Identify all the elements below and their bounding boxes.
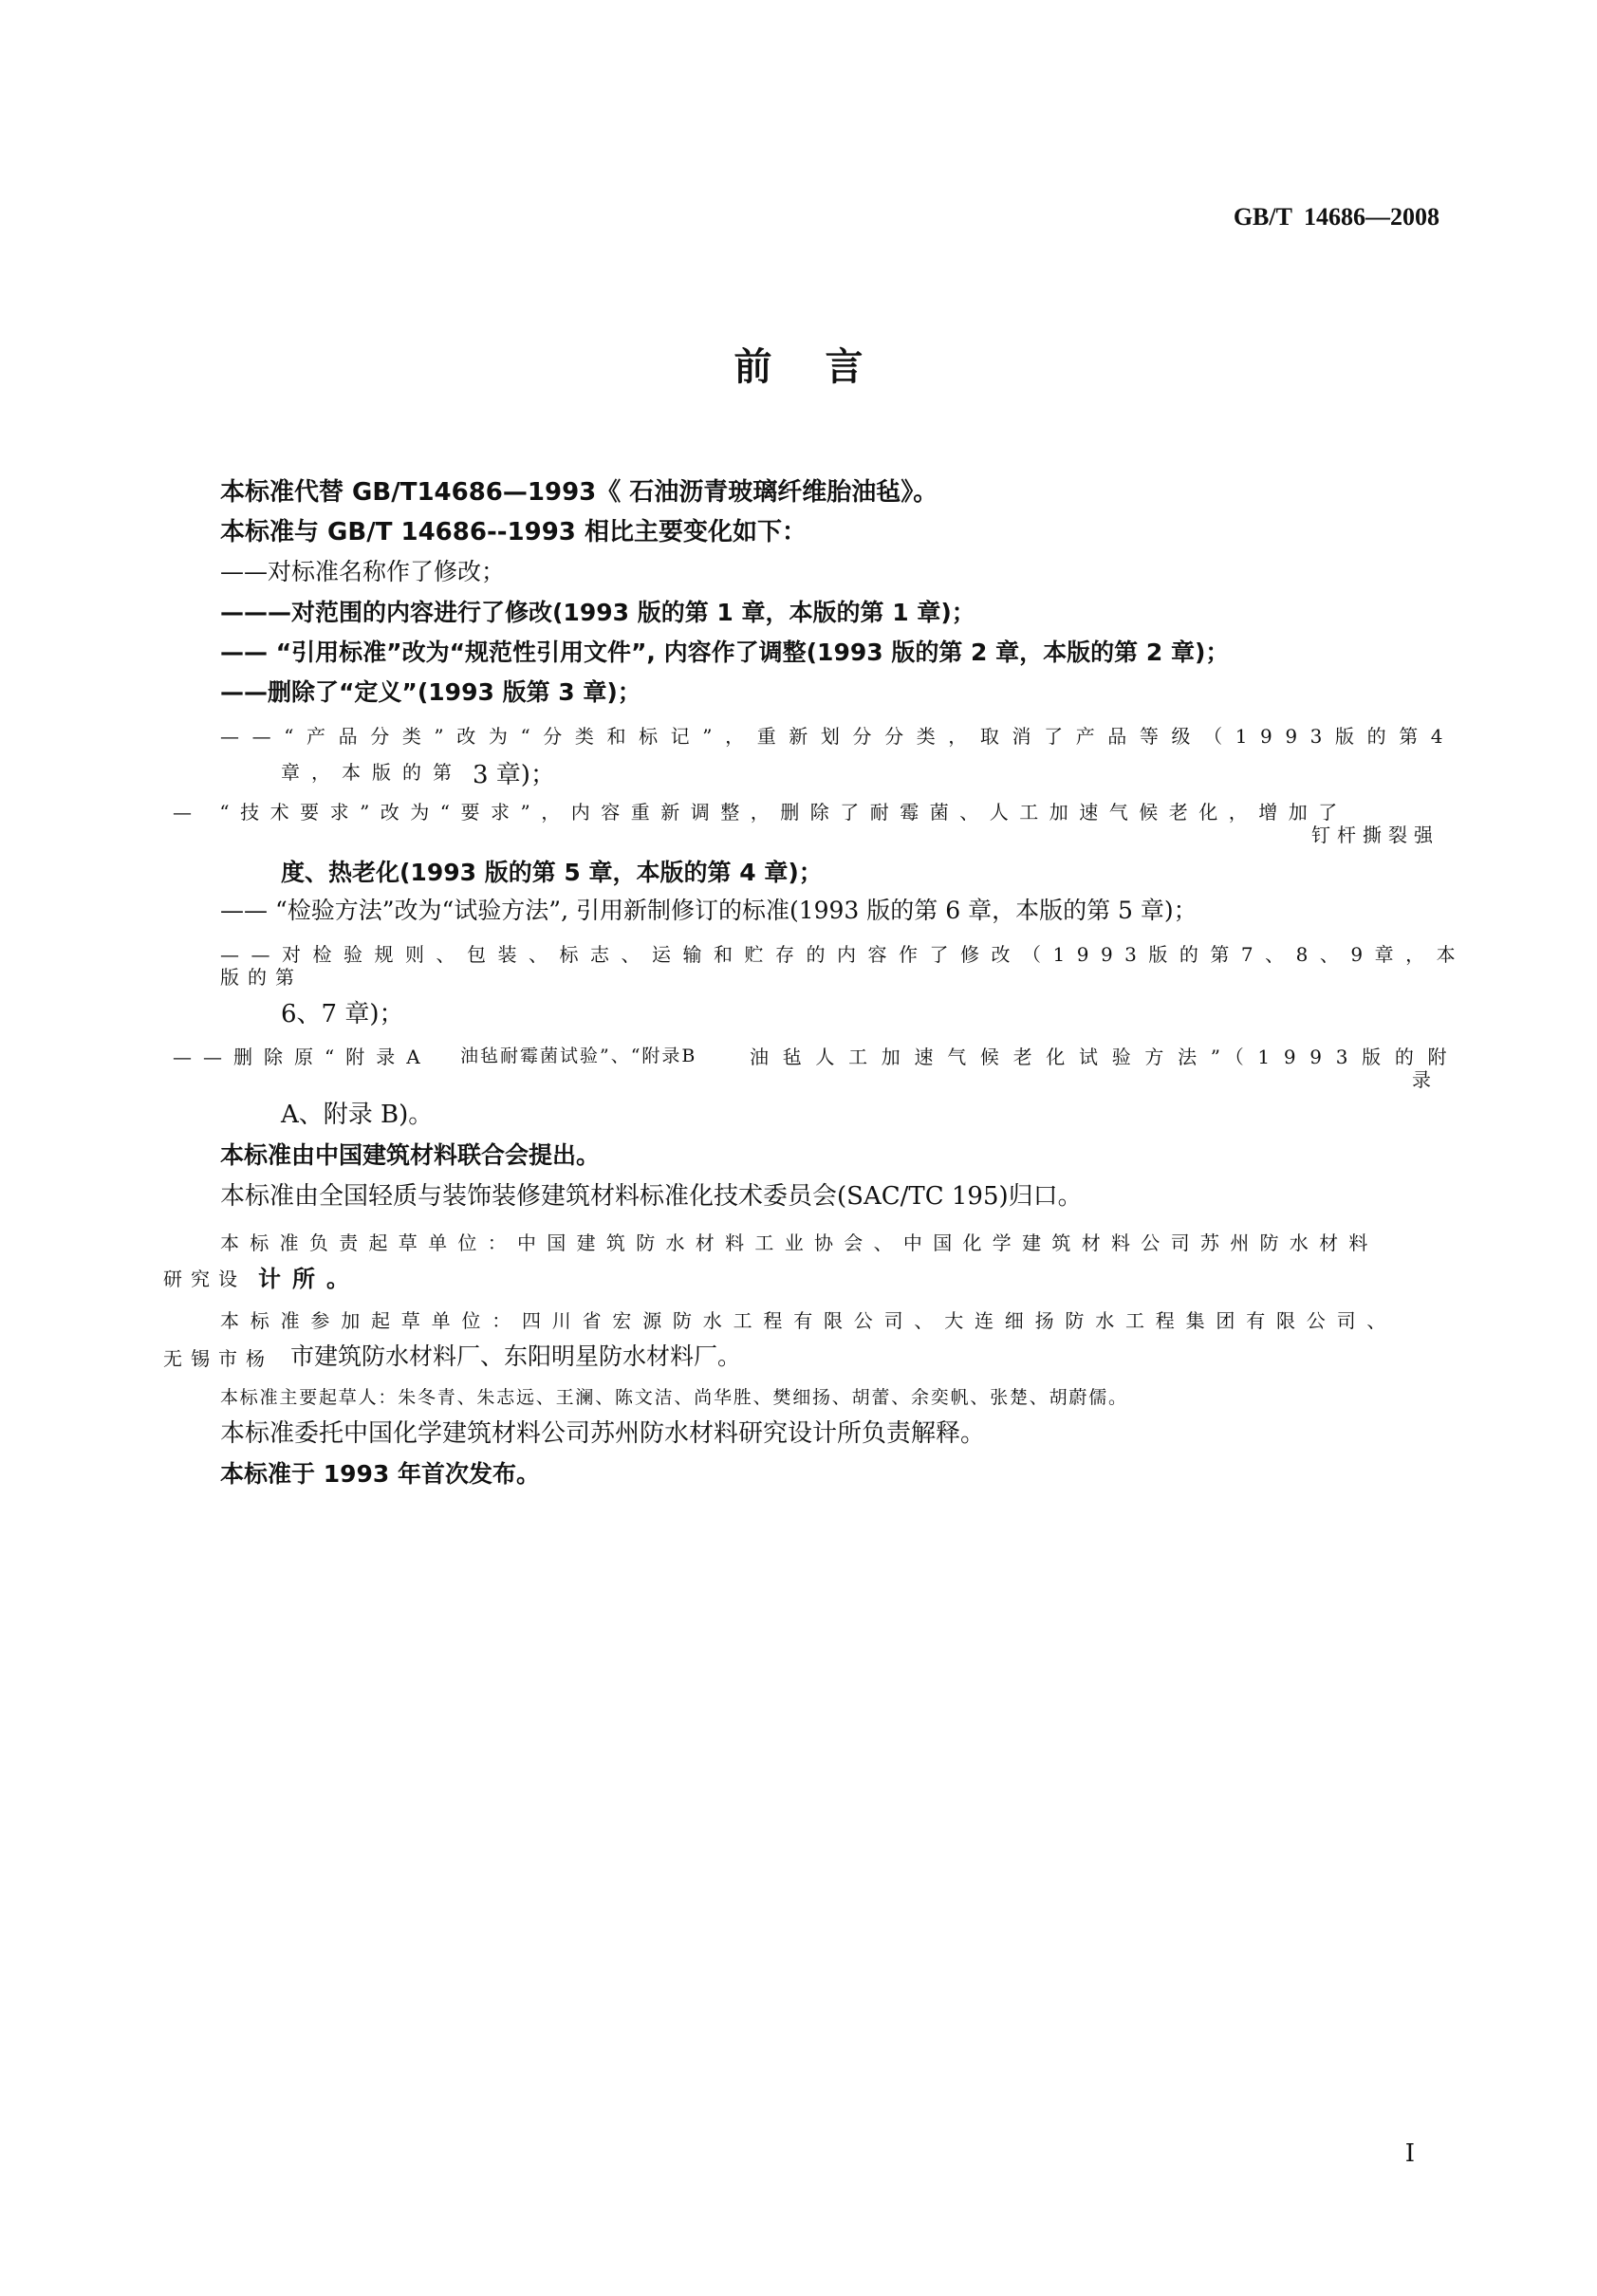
change-item-3: —— “引用标准”改为“规范性引用文件”, 内容作了调整(1993 版的第 2 章，本版的第 2 章)；	[220, 639, 1230, 666]
paragraph-participating-unit-line-2-end: 市建筑防水材料厂、东阳明星防水材料厂。	[290, 1342, 742, 1370]
paragraph-drafting-unit-line-2-end: 计所。	[258, 1266, 361, 1292]
paragraph-participating-unit-line-1: 本标准参加起草单位：四川省宏源防水工程有限公司、大连细扬防水工程集团有限公司、	[220, 1309, 1398, 1332]
paragraph-interpretation: 本标准委托中国化学建筑材料公司苏州防水材料研究设计所负责解释。	[220, 1419, 986, 1448]
paragraph-drafting-unit-line-1: 本标准负责起草单位：中国建筑防水材料工业协会、中国化学建筑材料公司苏州防水材料	[220, 1231, 1379, 1254]
change-item-6-line-1: — “技术要求”改为“要求”，内容重新调整，删除了耐霉菌、人工加速气候老化，增加了	[173, 801, 1348, 824]
standard-code: GB/T 14686—2008	[1233, 203, 1439, 231]
change-item-6-line-2: 钉杆撕裂强	[1311, 824, 1439, 846]
change-item-7: —— “检验方法”改为“试验方法”, 引用新制修订的标准(1993 版的第 6 章，本版的第 5 章)；	[220, 897, 1198, 924]
paragraph-administrator: 本标准由全国轻质与装饰装修建筑材料标准化技术委员会(SAC/TC 195)归口。	[220, 1182, 1083, 1211]
paragraph-participating-unit-line-2: 无锡市杨	[163, 1347, 273, 1370]
page-title: 前言	[734, 345, 917, 389]
change-item-9-line-1c: 油毡人工加速气候老化试验方法”（1993版的附	[750, 1046, 1461, 1068]
change-item-8-line-2: 版的第	[220, 966, 303, 989]
change-item-8-line-3: 6、7 章)；	[281, 1000, 404, 1028]
change-item-2: ———对范围的内容进行了修改(1993 版的第 1 章，本版的第 1 章)；	[220, 599, 975, 626]
change-item-5-line-2: 章，本版的第	[281, 761, 463, 784]
change-item-8-line-1: ——对检验规则、包装、标志、运输和贮存的内容作了修改（1993版的第7、8、9章，本	[220, 943, 1468, 966]
page-number: I	[1404, 2139, 1415, 2168]
change-item-6-line-3: 度、热老化(1993 版的第 5 章，本版的第 4 章)；	[281, 859, 823, 886]
change-item-4: ——删除了“定义”(1993 版第 3 章)；	[220, 678, 641, 706]
paragraph-changes-intro: 本标准与 GB/T 14686--1993 相比主要变化如下：	[220, 518, 807, 546]
paragraph-replaces: 本标准代替 GB/T14686—1993《 石油沥青玻璃纤维胎油毡》。	[220, 478, 938, 507]
paragraph-drafting-unit-line-2: 研究设	[163, 1268, 246, 1290]
change-item-1: ——对标准名称作了修改；	[220, 558, 506, 585]
change-item-9-line-3: A、附录 B)。	[281, 1101, 434, 1129]
paragraph-first-release: 本标准于 1993 年首次发布。	[220, 1460, 540, 1488]
change-item-5-line-2-end: 3 章)；	[473, 761, 555, 789]
change-item-9-line-1a: ——删除原“附录A	[173, 1046, 432, 1068]
change-item-9-line-1b: 油毡耐霉菌试验”、“附录B	[460, 1046, 697, 1066]
paragraph-main-drafters: 本标准主要起草人：朱冬青、朱志远、王澜、陈文洁、尚华胜、樊细扬、胡蕾、余奕帆、张楚、胡蔚儒。	[220, 1387, 1128, 1408]
paragraph-proposer: 本标准由中国建筑材料联合会提出。	[220, 1141, 601, 1169]
change-item-5-line-1: ——“产品分类”改为“分类和标记”，重新划分分类，取消了产品等级（1993版的第4	[220, 725, 1457, 748]
change-item-9-line-2: 录	[1412, 1068, 1439, 1091]
